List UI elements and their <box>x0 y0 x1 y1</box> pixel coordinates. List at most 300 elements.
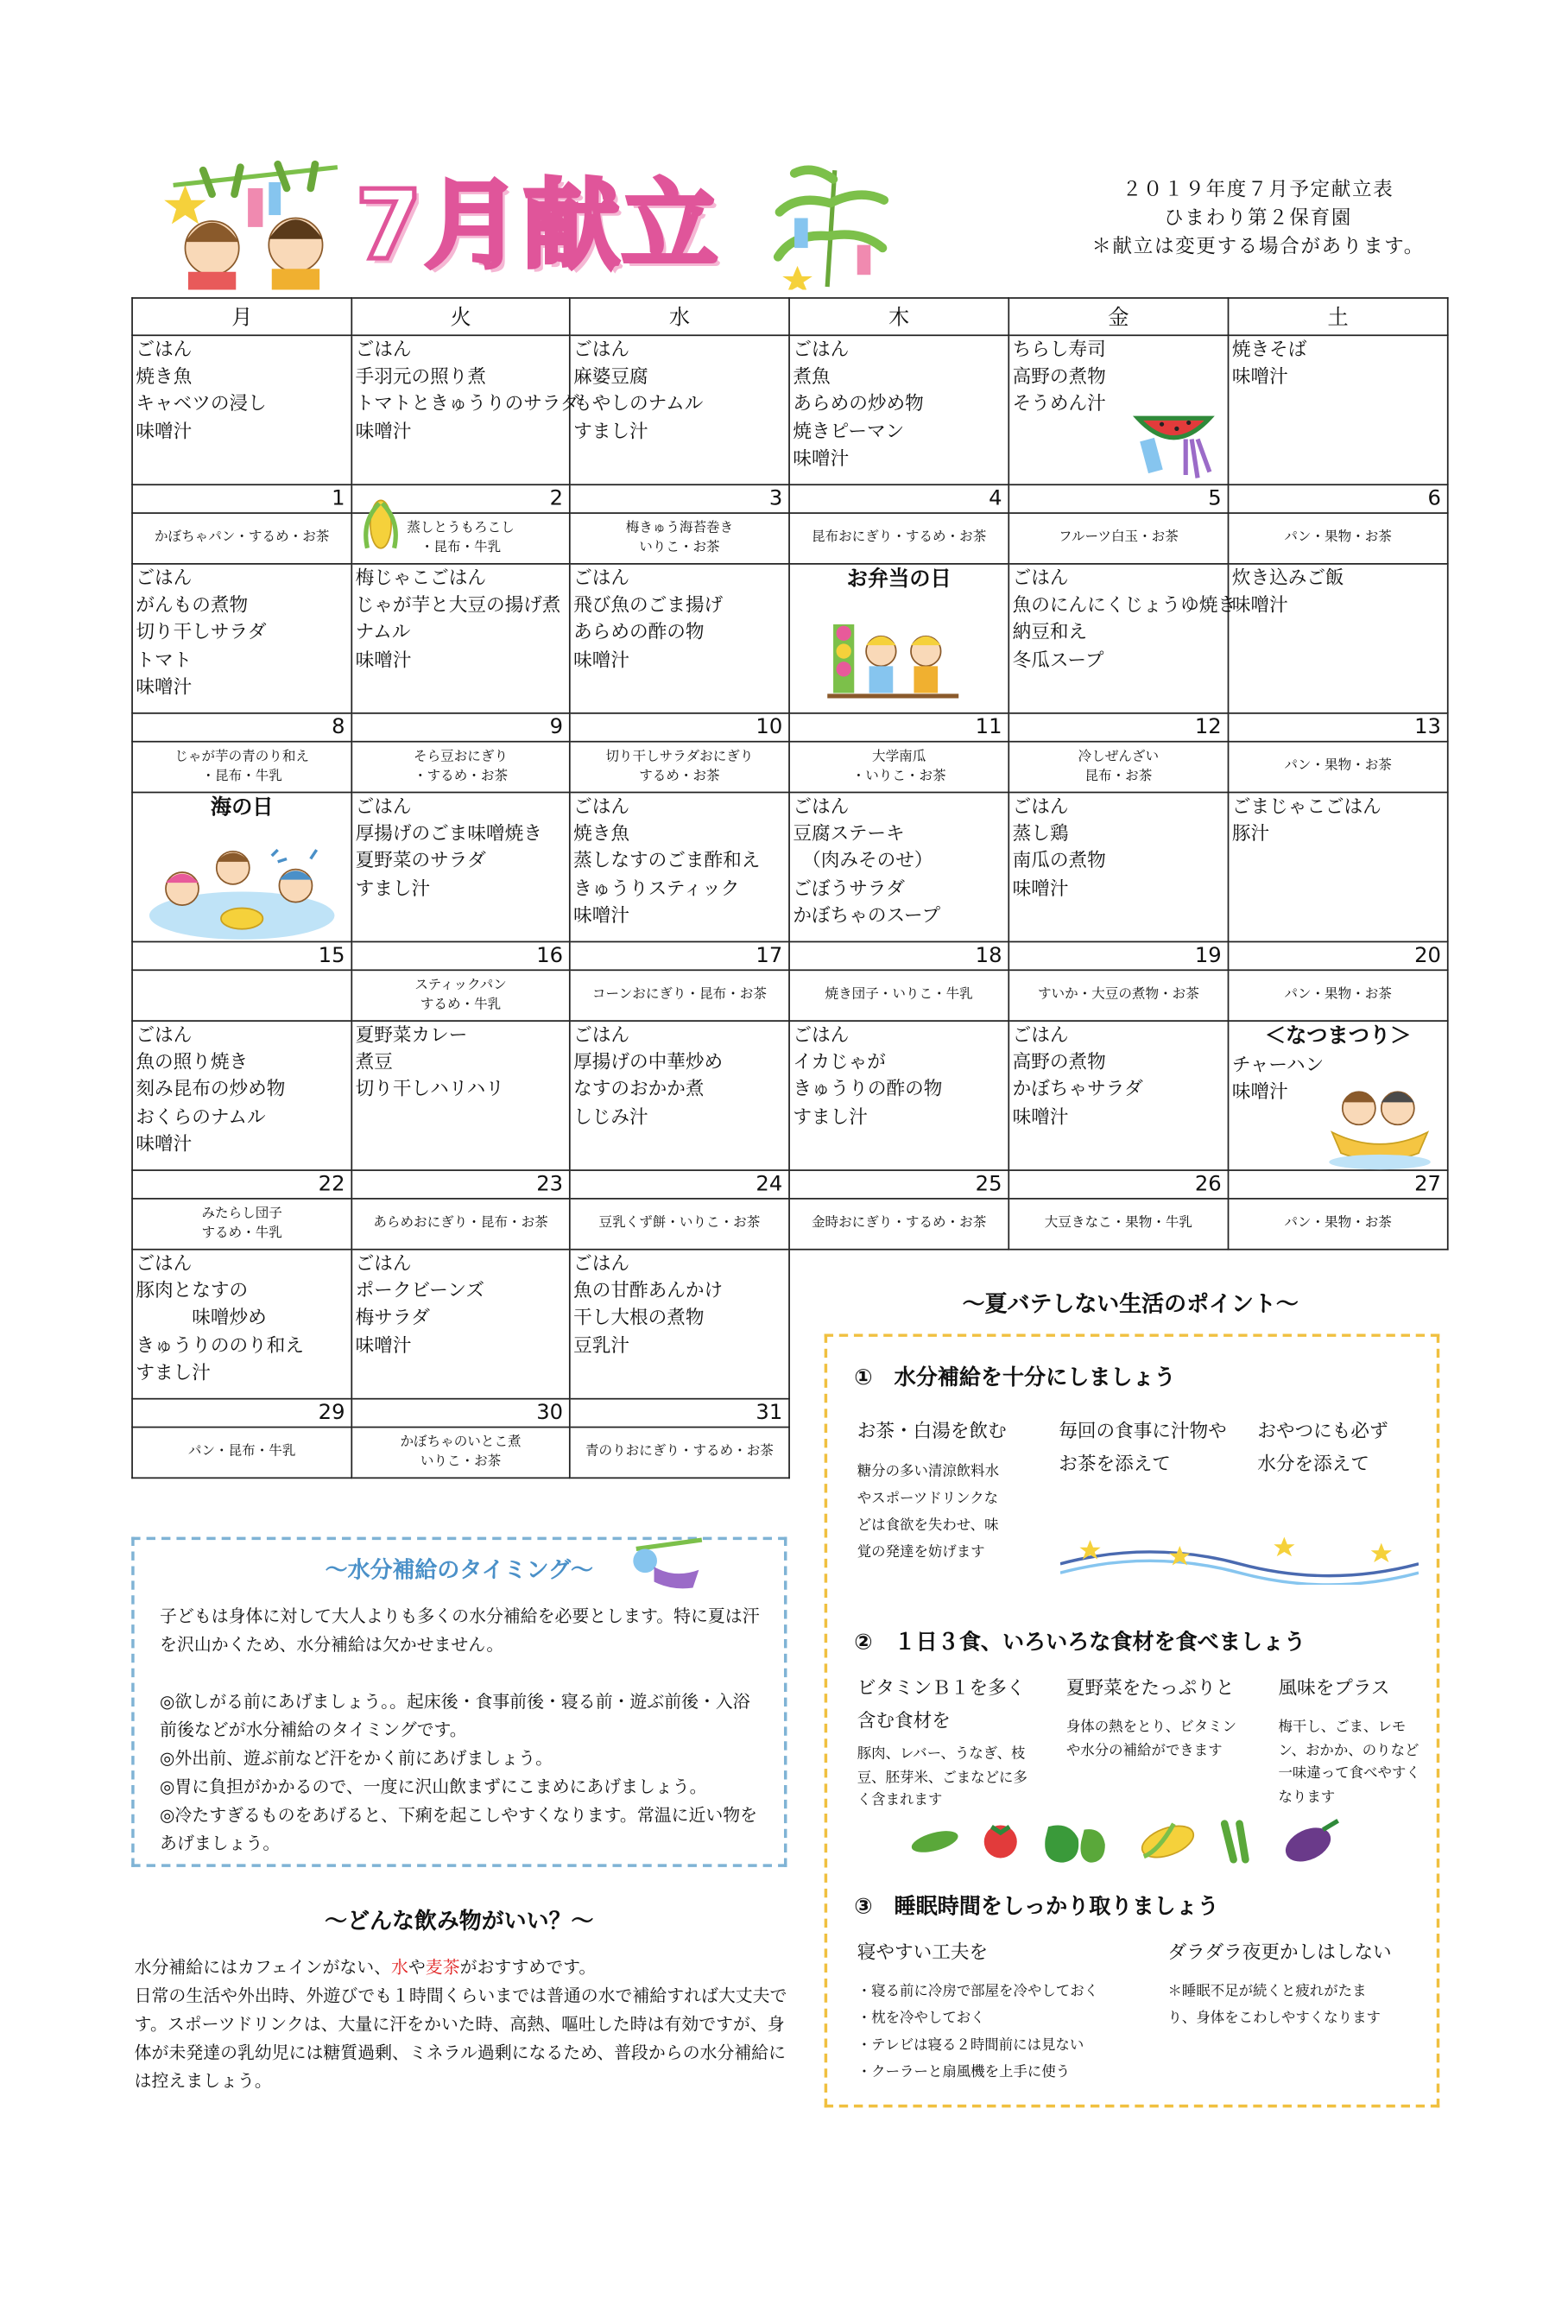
snack-cell <box>1008 970 1228 1021</box>
summer-section-3-col1-list <box>857 1979 1098 2087</box>
snack-cell <box>789 513 1008 564</box>
event-label: ＜なつまつり＞ <box>1264 1024 1412 1049</box>
drinks-highlight-barley-tea: 麦茶 <box>425 1956 460 1978</box>
snack-item: じゃが芋の青のり和え <box>174 749 310 764</box>
summer-section-1-col1-title: お茶・白湯を飲む <box>857 1419 1007 1441</box>
menu-item: 蒸し鶏 <box>1012 821 1069 845</box>
date-number: 11 <box>789 713 1008 742</box>
menu-item: 梅じゃこごはん <box>355 566 486 589</box>
menu-item: 南瓜の煮物 <box>1012 849 1106 872</box>
menu-item: 冬瓜スープ <box>1012 647 1104 670</box>
snack-cell <box>1229 970 1448 1021</box>
menu-item: 厚揚げの中華炒め <box>573 1050 724 1073</box>
menu-cell <box>570 564 789 713</box>
text-line: ビタミンＢ１を多く <box>857 1675 1026 1699</box>
summer-section-2-col3-body <box>1278 1716 1419 1808</box>
summer-section-1-col3-title <box>1257 1415 1388 1480</box>
menu-item: ごはん <box>136 1023 193 1046</box>
menu-row <box>132 1021 1448 1170</box>
text-line: り、身体をこわしやすくなります <box>1167 2010 1381 2027</box>
menu-item: きゅうりスティック <box>573 876 740 899</box>
menu-item: 納豆和え <box>1012 620 1088 643</box>
date-row <box>132 1170 1448 1199</box>
menu-item: ごはん <box>136 566 193 589</box>
date-row <box>132 484 1448 513</box>
menu-item: ごはん <box>355 1251 412 1275</box>
date-number: 16 <box>351 941 570 970</box>
drinks-paragraph: 日常の生活や外出時、外遊びでも１時間くらいまでは普通の水で補給すれば大丈夫です。スポーツドリンクは、大量に汗をかいた時、高熱、嘔吐した時は有効ですが、身体が未発達の乳幼児には糖質過剰、ミネラル過剰になるため、普段からの水分補給には控えましょう。 <box>134 1985 787 2092</box>
page-title: 7月献立 <box>355 171 721 282</box>
hydration-paragraph: ◎胃に負担がかかるので、一度に沢山飲まずにこまめにあげましょう。 <box>160 1776 707 1797</box>
text-line: や水分の補給ができます <box>1065 1742 1223 1759</box>
menu-item: 刻み昆布の炒め物 <box>136 1077 286 1100</box>
text-line: 身体の熱をとり、ビタミン <box>1065 1719 1237 1736</box>
text-line: く含まれます <box>857 1792 943 1809</box>
summer-section-3-col2-title: ダラダラ夜更かしはしない <box>1167 1940 1392 1963</box>
menu-item: ちらし寿司 <box>1012 337 1106 360</box>
menu-cell <box>132 1250 351 1399</box>
menu-item: 梅サラダ <box>355 1306 430 1329</box>
date-number: 8 <box>132 713 351 742</box>
snack-item: 大学南瓜 <box>872 749 926 764</box>
menu-item: 味噌汁 <box>1231 1080 1288 1103</box>
menu-item: 味噌汁 <box>355 647 412 670</box>
menu-cell <box>570 335 789 484</box>
menu-item: 豆乳汁 <box>573 1333 630 1356</box>
drinks-intro <box>135 1954 789 1982</box>
date-number: 9 <box>351 713 570 742</box>
drinks-highlight-water: 水 <box>391 1956 408 1978</box>
menu-item: しじみ汁 <box>573 1105 648 1128</box>
menu-item: ごぼうサラダ <box>793 876 905 899</box>
menu-item: あらめの酢の物 <box>573 620 705 643</box>
date-number: 30 <box>351 1399 570 1428</box>
weekday-header-row <box>132 298 1448 335</box>
summer-tips-box <box>825 1333 1440 2107</box>
menu-row <box>132 335 1448 484</box>
snack-row <box>132 513 1448 564</box>
snack-row <box>132 1199 1448 1250</box>
snack-item: あらめおにぎり・昆布・お茶 <box>373 1215 548 1232</box>
summer-section-3-col2-body <box>1167 1979 1380 2033</box>
menu-item: キャベツの浸し <box>136 391 267 415</box>
menu-item: ごはん <box>793 337 850 360</box>
snack-item: いりこ・お茶 <box>639 540 720 555</box>
drinks-intro-before: 水分補給にはカフェインがない、 <box>134 1956 392 1978</box>
date-number: 25 <box>789 1170 1008 1199</box>
snack-item: 金時おにぎり・するめ・お茶 <box>811 1215 987 1232</box>
menu-cell <box>351 1250 570 1399</box>
menu-item: 豚肉となすの <box>136 1278 249 1301</box>
event-label: 海の日 <box>210 795 274 820</box>
snack-item: パン・果物・お茶 <box>1284 529 1392 546</box>
snack-item: 昆布・お茶 <box>1084 768 1153 784</box>
summer-section-3-col1-title: 寝やすい工夫を <box>857 1940 989 1963</box>
menu-item: ごはん <box>573 795 630 818</box>
snack-item: コーンおにぎり・昆布・お茶 <box>591 987 767 1003</box>
menu-item: 飛び魚のごま揚げ <box>573 592 724 616</box>
snack-cell <box>351 1199 570 1250</box>
list-item: ・寝る前に冷房で部屋を冷やしておく <box>857 1983 1099 2000</box>
menu-item: イカじゃが <box>793 1050 886 1073</box>
date-number: 13 <box>1229 713 1448 742</box>
menu-cell <box>789 792 1008 941</box>
menu-item: なすのおかか煮 <box>573 1077 705 1100</box>
snack-cell <box>570 1199 789 1250</box>
snack-item: するめ・お茶 <box>639 768 720 784</box>
snack-item: みたらし団子 <box>201 1206 282 1221</box>
snack-item: 青のりおにぎり・するめ・お茶 <box>585 1444 774 1460</box>
menu-item: 味噌汁 <box>355 1333 412 1356</box>
summer-section-2-col2-title: 夏野菜をたっぷりと <box>1065 1675 1235 1699</box>
date-number: 29 <box>132 1399 351 1428</box>
menu-item: すまし汁 <box>573 419 648 442</box>
menu-item: ごはん <box>136 337 193 360</box>
menu-item: 味噌汁 <box>136 1131 193 1155</box>
tanabata-children-illustration <box>158 155 352 290</box>
tanabata-decoration-icon <box>627 1534 711 1593</box>
date-number: 5 <box>1008 484 1228 513</box>
snack-item: パン・果物・お茶 <box>1284 987 1392 1003</box>
menu-cell <box>789 1021 1008 1170</box>
menu-item: 味噌炒め <box>136 1306 267 1329</box>
menu-cell <box>1229 335 1448 484</box>
snack-cell <box>351 742 570 793</box>
date-row <box>132 713 1448 742</box>
snack-cell <box>1008 1199 1228 1250</box>
snack-cell <box>132 1199 351 1250</box>
snack-cell <box>1229 513 1448 564</box>
snack-cell <box>570 1428 789 1479</box>
date-number: 18 <box>789 941 1008 970</box>
menu-item: 炊き込みご飯 <box>1231 566 1344 589</box>
menu-item: ごはん <box>136 1251 193 1275</box>
menu-item: きゅうりの酢の物 <box>793 1077 943 1100</box>
weekday-header: 土 <box>1229 298 1448 335</box>
menu-cell <box>1008 1021 1228 1170</box>
snack-item: かぼちゃのいとこ煮 <box>400 1434 522 1450</box>
bamboo-icon <box>768 158 902 289</box>
menu-item: トマト <box>136 647 193 670</box>
snack-item: パン・果物・お茶 <box>1284 1215 1392 1232</box>
summer-vegetables-icon <box>905 1814 1362 1865</box>
menu-item: トマトときゅうりのサラダ <box>355 391 579 415</box>
date-number: 19 <box>1008 941 1228 970</box>
weekday-header: 火 <box>351 298 570 335</box>
menu-item: ごはん <box>1012 566 1069 589</box>
date-number: 17 <box>570 941 789 970</box>
menu-item: ごはん <box>573 1251 630 1275</box>
snack-item: スティックパン <box>414 977 507 993</box>
snack-cell <box>132 742 351 793</box>
list-item: ・テレビは寝る２時間前には見ない <box>857 2037 1084 2055</box>
menu-cell <box>351 792 570 941</box>
menu-item: すまし汁 <box>793 1105 868 1128</box>
menu-cell <box>1229 564 1448 713</box>
menu-item: 焼き魚 <box>573 821 630 845</box>
summer-tips-title: ～夏バテしない生活のポイント～ <box>962 1290 1299 1318</box>
menu-item: 高野の煮物 <box>1012 364 1106 388</box>
summer-section-1-col1-body <box>857 1460 999 1567</box>
menu-item: ごはん <box>793 795 850 818</box>
text-line: 水分を添えて <box>1257 1452 1369 1475</box>
hydration-paragraph: ◎外出前、遊ぶ前など汗をかく前にあげましょう。 <box>160 1747 553 1769</box>
summer-section-2-col2-body <box>1066 1716 1236 1763</box>
text-line: お茶を添えて <box>1059 1452 1171 1475</box>
menu-item: あらめの炒め物 <box>793 391 924 415</box>
menu-item: もやしのナムル <box>573 391 704 415</box>
date-number: 20 <box>1229 941 1448 970</box>
snack-item: ・するめ・お茶 <box>414 768 509 784</box>
menu-item: かぼちゃサラダ <box>1012 1077 1143 1100</box>
menu-item: 夏野菜のサラダ <box>355 849 486 872</box>
menu-item: 焼き魚 <box>136 364 193 388</box>
bento-day-children-illustration <box>827 618 958 702</box>
snack-cell <box>570 970 789 1021</box>
date-number: 24 <box>570 1170 789 1199</box>
menu-item: 魚の甘酢あんかけ <box>573 1278 724 1301</box>
header-info-line: ＊献立は変更する場合があります。 <box>1091 236 1425 259</box>
date-number: 2 <box>351 484 570 513</box>
snack-cell <box>789 742 1008 793</box>
menu-row <box>132 564 1448 713</box>
weekday-header: 金 <box>1008 298 1228 335</box>
summer-section-2-col3-title: 風味をプラス <box>1278 1675 1390 1699</box>
date-number: 12 <box>1008 713 1228 742</box>
menu-item: 手羽元の照り煮 <box>355 364 486 388</box>
menu-item: 麻婆豆腐 <box>573 364 648 388</box>
menu-item: 魚のにんにくじょうゆ焼き <box>1012 592 1237 616</box>
menu-item: きゅうりののり和え <box>136 1333 304 1356</box>
snack-item: 切り干しサラダおにぎり <box>605 749 754 764</box>
text-line: どは食欲を失わせ、味 <box>857 1517 999 1535</box>
menu-item: ごはん <box>355 795 412 818</box>
text-line: 豆、胚芽米、ごまなどに多 <box>857 1769 1027 1786</box>
menu-item: ごまじゃこごはん <box>1231 795 1381 818</box>
date-number: 26 <box>1008 1170 1228 1199</box>
snack-item: するめ・牛乳 <box>420 997 502 1012</box>
menu-item: ポークビーンズ <box>355 1278 485 1301</box>
menu-cell <box>351 335 579 484</box>
menu-item: ごはん <box>573 1023 630 1046</box>
menu-item: 味噌汁 <box>136 419 193 442</box>
weekday-header: 月 <box>132 298 351 335</box>
menu-cell <box>570 792 789 941</box>
menu-item: 味噌汁 <box>1231 364 1288 388</box>
menu-item: 蒸しなすのごま酢和え <box>573 849 761 872</box>
hydration-timing-body <box>160 1603 763 1859</box>
snack-item: 昆布おにぎり・するめ・お茶 <box>811 529 987 546</box>
menu-cell <box>351 1021 570 1170</box>
snack-item: 大豆きなこ・果物・牛乳 <box>1044 1215 1193 1232</box>
menu-item: じゃが芋と大豆の揚げ煮 <box>355 592 561 616</box>
menu-item: そうめん汁 <box>1012 391 1106 415</box>
text-line: 含む食材を <box>857 1708 951 1732</box>
menu-cell <box>132 564 351 713</box>
snack-item: 蒸しとうもろこし <box>407 520 515 536</box>
drinks-intro-mid: や <box>408 1956 426 1978</box>
text-line: おやつにも必ず <box>1257 1419 1388 1441</box>
menu-item: ごはん <box>1012 1023 1069 1046</box>
text-line: なります <box>1278 1789 1336 1806</box>
date-number: 4 <box>789 484 1008 513</box>
header-info <box>1091 176 1425 262</box>
snack-cell <box>351 1428 570 1479</box>
summer-section-2-heading: ② １日３食、いろいろな食材を食べましょう <box>854 1631 1306 1656</box>
menu-item: 厚揚げのごま味噌焼き <box>355 821 542 845</box>
summer-section-1-heading: ① 水分補給を十分にしましょう <box>854 1366 1176 1391</box>
drinks-title: ～どんな飲み物がいい？～ <box>325 1907 594 1935</box>
menu-item: かぼちゃのスープ <box>793 903 941 926</box>
snack-cell <box>1229 742 1448 793</box>
menu-item: 味噌汁 <box>573 647 630 670</box>
summer-section-1-col2-title <box>1059 1415 1227 1480</box>
menu-item: 味噌汁 <box>136 674 193 698</box>
menu-item: 焼きピーマン <box>793 419 905 442</box>
hydration-paragraph: ◎冷たすぎるものをあげると、下痢を起こしやすくなります。常温に近い物をあげましょう。 <box>160 1804 758 1854</box>
menu-item: 味噌汁 <box>355 419 412 442</box>
menu-item: ナムル <box>355 620 411 643</box>
snack-item: するめ・牛乳 <box>201 1225 282 1241</box>
menu-item: 味噌汁 <box>1012 1105 1069 1128</box>
menu-item: 魚の照り焼き <box>136 1050 249 1073</box>
text-line: ン、おかか、のりなど <box>1278 1742 1419 1759</box>
text-line: やスポーツドリンクな <box>857 1491 999 1508</box>
snack-item: フルーツ白玉・お茶 <box>1058 529 1179 546</box>
snack-item: パン・果物・お茶 <box>1284 758 1392 774</box>
menu-cell <box>570 1250 789 1399</box>
menu-item: 味噌汁 <box>1012 876 1069 899</box>
snack-cell <box>351 970 570 1021</box>
hydration-paragraph <box>160 1659 763 1688</box>
menu-item: がんもの煮物 <box>136 592 249 616</box>
summer-section-2-col1-title <box>857 1671 1026 1737</box>
sea-day-swimming-children-illustration <box>146 844 337 942</box>
snack-item: ・昆布・牛乳 <box>420 540 502 555</box>
drinks-intro-after: がおすすめです。 <box>459 1956 597 1978</box>
menu-cell <box>132 1021 351 1170</box>
summer-section-2-col1-body <box>857 1743 1027 1812</box>
date-number: 1 <box>132 484 351 513</box>
menu-item: 煮魚 <box>793 364 831 388</box>
menu-item: ごはん <box>1012 795 1069 818</box>
snack-item: 焼き団子・いりこ・牛乳 <box>825 987 973 1003</box>
menu-item: 煮豆 <box>355 1050 393 1073</box>
date-number: 31 <box>570 1399 789 1428</box>
menu-item: 味噌汁 <box>1231 592 1288 616</box>
menu-cell <box>132 335 351 484</box>
menu-item: ごはん <box>573 566 630 589</box>
menu-cell <box>570 1021 789 1170</box>
text-line: ＊睡眠不足が続くと疲れがたま <box>1167 1983 1367 2000</box>
watermelon-decoration-icon <box>1132 397 1218 481</box>
date-number: 10 <box>570 713 789 742</box>
snack-item: ・昆布・牛乳 <box>201 768 282 784</box>
snack-cell <box>132 1428 351 1479</box>
snack-cell <box>132 970 351 1021</box>
menu-item: （肉みそのせ） <box>793 849 933 872</box>
date-number: 23 <box>351 1170 570 1199</box>
snack-cell <box>1229 1199 1448 1250</box>
summer-festival-children-illustration <box>1326 1079 1434 1171</box>
event-label: お弁当の日 <box>846 567 952 592</box>
drinks-body <box>135 1954 789 2095</box>
menu-cell <box>1008 564 1237 713</box>
text-line: 豚肉、レバー、うなぎ、枝 <box>857 1745 1026 1763</box>
snack-item: パン・昆布・牛乳 <box>187 1444 296 1460</box>
text-line: 糖分の多い清涼飲料水 <box>857 1463 1000 1480</box>
snack-cell <box>1008 742 1228 793</box>
header-info-line: ひまわり第２保育園 <box>1164 207 1353 231</box>
menu-item: おくらのナムル <box>136 1105 266 1128</box>
snack-cell <box>132 513 351 564</box>
snack-item: ・いりこ・お茶 <box>851 768 946 784</box>
menu-item: 切り干しサラダ <box>136 620 267 643</box>
menu-item: 切り干しハリハリ <box>355 1077 504 1100</box>
snack-cell <box>1008 513 1228 564</box>
menu-item: すまし汁 <box>136 1360 211 1384</box>
date-number: 3 <box>570 484 789 513</box>
snack-cell <box>570 742 789 793</box>
date-number: 22 <box>132 1170 351 1199</box>
text-line: 覚の発達を妨げます <box>857 1544 985 1561</box>
summer-section-3-heading: ③ 睡眠時間をしっかり取りましょう <box>854 1895 1219 1920</box>
menu-item: すまし汁 <box>355 876 431 899</box>
snack-item: かぼちゃパン・するめ・お茶 <box>154 529 330 546</box>
menu-item: チャーハン <box>1231 1053 1325 1076</box>
menu-item: 焼きそば <box>1231 337 1307 360</box>
menu-cell <box>1008 792 1228 941</box>
snack-item: 梅きゅう海苔巻き <box>625 520 734 536</box>
snack-cell <box>789 1199 1008 1250</box>
menu-item: 夏野菜カレー <box>355 1023 468 1046</box>
milky-way-stars-icon <box>1060 1531 1419 1585</box>
date-row <box>132 941 1448 970</box>
menu-cell <box>351 564 570 713</box>
hydration-paragraph: 子どもは身体に対して大人よりも多くの水分補給を必要とします。特に夏は汗を沢山かくため、水分補給は欠かせません。 <box>160 1605 760 1656</box>
menu-cell <box>789 335 1008 484</box>
text-line: 梅干し、ごま、レモ <box>1278 1719 1407 1736</box>
snack-row <box>132 970 1448 1021</box>
menu-cell <box>1229 792 1448 941</box>
date-number: 15 <box>132 941 351 970</box>
snack-row <box>132 742 1448 793</box>
snack-cell <box>789 970 1008 1021</box>
date-number: 27 <box>1229 1170 1448 1199</box>
snack-item: すいか・大豆の煮物・お茶 <box>1037 987 1199 1003</box>
menu-item: ごはん <box>573 337 630 360</box>
list-item: ・枕を冷やしておく <box>857 2010 985 2027</box>
weekday-header: 水 <box>570 298 789 335</box>
menu-item: 高野の煮物 <box>1012 1050 1106 1073</box>
date-number: 6 <box>1229 484 1448 513</box>
snack-item: 豆乳くず餅・いりこ・お茶 <box>598 1215 761 1232</box>
menu-item: ごはん <box>793 1023 850 1046</box>
hydration-timing-box <box>131 1537 787 1867</box>
menu-item: ごはん <box>355 337 412 360</box>
snack-item: 冷しぜんざい <box>1078 749 1160 764</box>
header-info-line: ２０１９年度７月予定献立表 <box>1122 179 1394 202</box>
menu-item: 豆腐ステーキ <box>793 821 905 845</box>
weekday-header: 木 <box>789 298 1008 335</box>
snack-item: いりこ・お茶 <box>420 1453 502 1469</box>
menu-item: 干し大根の煮物 <box>573 1306 705 1329</box>
snack-item: そら豆おにぎり <box>414 749 509 764</box>
menu-item: 豚汁 <box>1231 821 1270 845</box>
corn-icon <box>358 494 403 560</box>
hydration-paragraph: ◎欲しがる前にあげましょう。。起床後・食事前後・寝る前・遊ぶ前後・入浴前後などが水分補給のタイミングです。 <box>160 1690 750 1740</box>
menu-item: 味噌汁 <box>573 903 630 926</box>
